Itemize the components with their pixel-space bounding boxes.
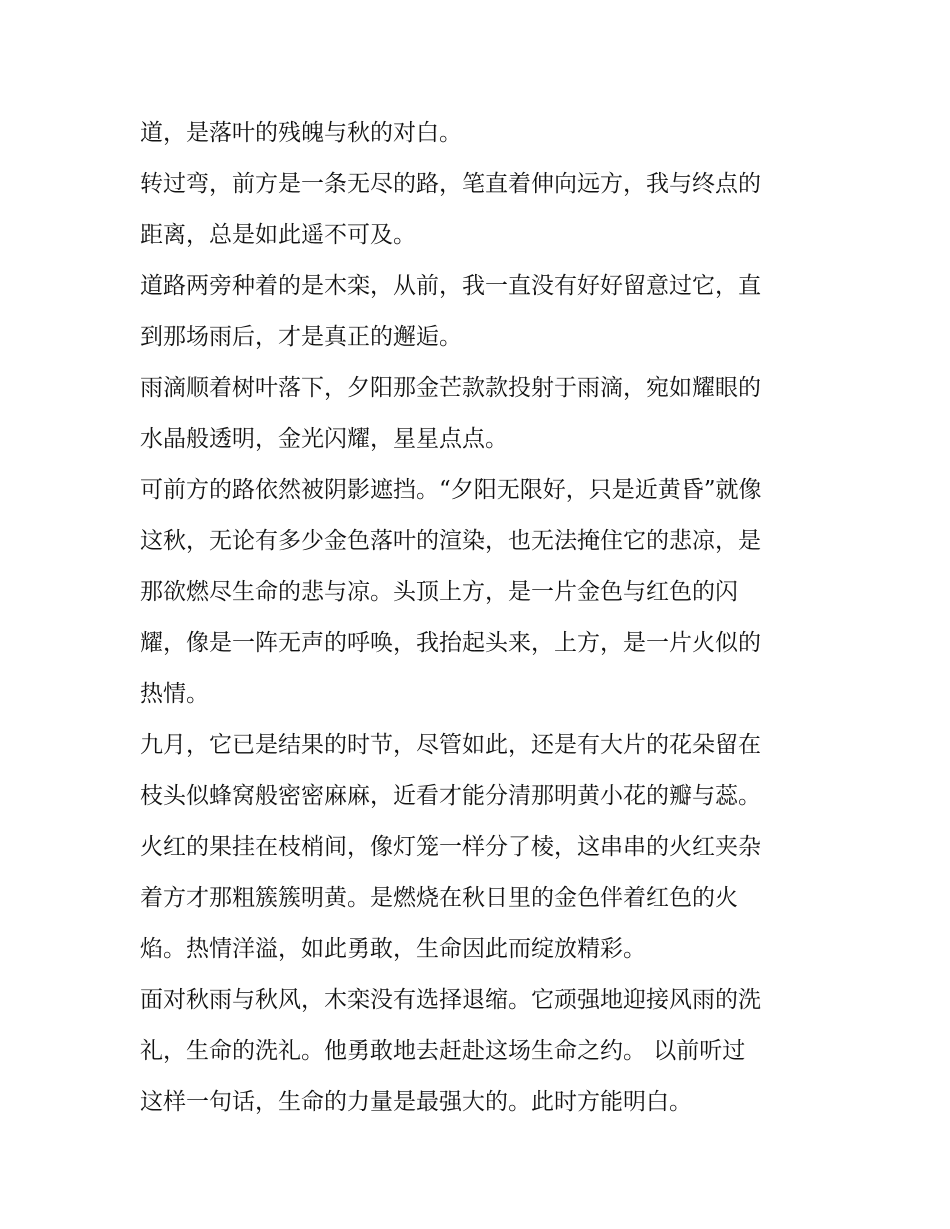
text-line: 面对秋雨与秋风，木栾没有选择退缩。它顽强地迎接风雨的洗 (140, 987, 761, 1013)
text-line: 道，是落叶的残魄与秋的对白。 (140, 120, 462, 146)
text-line: 那欲燃尽生命的悲与凉。头顶上方，是一片金色与红色的闪 (140, 579, 738, 605)
text-line: 到那场雨后，才是真正的邂逅。 (140, 324, 462, 350)
text-line: 枝头似蜂窝般密密麻麻，近看才能分清那明黄小花的瓣与蕊。 (140, 783, 761, 809)
text-line: 九月，它已是结果的时节，尽管如此，还是有大片的花朵留在 (140, 732, 761, 758)
text-line: 雨滴顺着树叶落下，夕阳那金芒款款投射于雨滴，宛如耀眼的 (140, 375, 761, 401)
text-line: 可前方的路依然被阴影遮挡。“夕阳无限好，只是近黄昏”就像 (140, 477, 762, 503)
text-line: 着方才那粗簇簇明黄。是燃烧在秋日里的金色伴着红色的火 (140, 885, 738, 911)
text-line: 道路两旁种着的是木栾，从前，我一直没有好好留意过它，直 (140, 273, 761, 299)
essay-text (140, 108, 830, 1128)
text-line: 热情。 (140, 681, 209, 707)
text-line: 距离，总是如此遥不可及。 (140, 222, 416, 248)
text-line: 火红的果挂在枝梢间，像灯笼一样分了棱，这串串的火红夹杂 (140, 834, 761, 860)
text-line: 这样一句话，生命的力量是最强大的。此时方能明白。 (140, 1089, 692, 1115)
text-line: 焰。热情洋溢，如此勇敢，生命因此而绽放精彩。 (140, 936, 646, 962)
text-line: 水晶般透明，金光闪耀，星星点点。 (140, 426, 508, 452)
text-line: 转过弯，前方是一条无尽的路，笔直着伸向远方，我与终点的 (140, 171, 761, 197)
text-line: 耀，像是一阵无声的呼唤，我抬起头来，上方，是一片火似的 (140, 630, 761, 656)
text-line: 这秋，无论有多少金色落叶的渲染，也无法掩住它的悲凉，是 (140, 528, 761, 554)
text-line: 礼，生命的洗礼。他勇敢地去赶赴这场生命之约。 以前听过 (140, 1038, 746, 1064)
